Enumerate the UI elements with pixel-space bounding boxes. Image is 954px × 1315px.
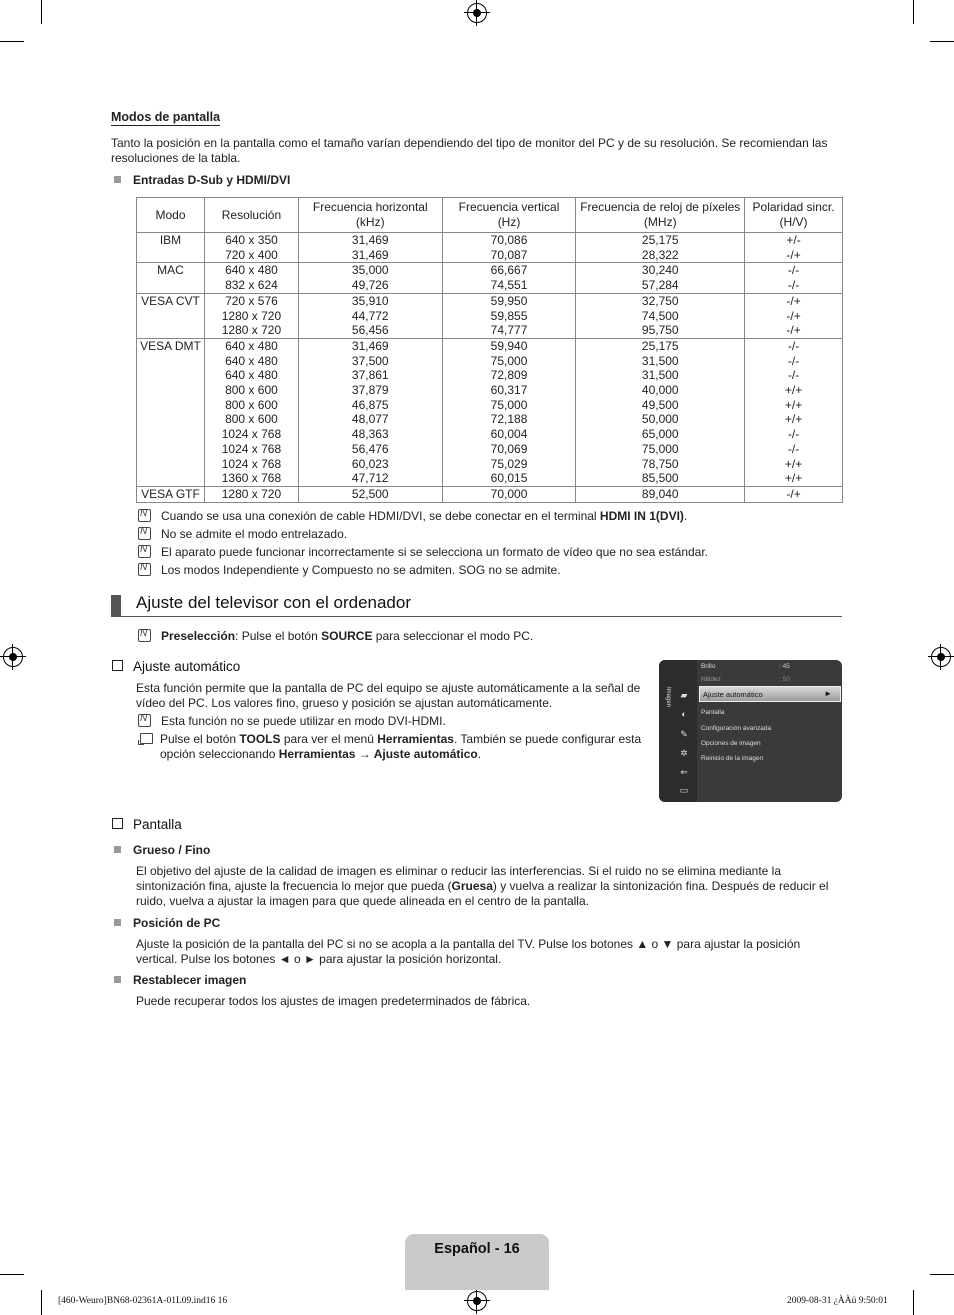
- col-header-resolucion: Resolución: [204, 198, 298, 233]
- grueso-line3: ruido, vuelva a ajustar la imagen para que quede alineada en el centro de la pantalla.: [136, 894, 589, 908]
- osd-row-nitidez[interactable]: Nitidez: [701, 676, 721, 683]
- posicion-title: Posición de PC: [114, 916, 220, 930]
- cell-freq-h: 31,469 31,469: [298, 233, 442, 263]
- crop-mark: [0, 41, 24, 42]
- osd-sidebar: [659, 660, 697, 802]
- crop-mark: [930, 1274, 954, 1275]
- channel-icon: ✎: [680, 729, 688, 739]
- posicion-line2: vertical. Pulse los botones ◄ o ► para ajustar la posición horizontal.: [136, 952, 502, 966]
- col-header-modo: Modo: [137, 198, 205, 233]
- auto-tools-line1: Pulse el botón TOOLS para ver el menú Herramientas. También se puede configurar esta: [138, 732, 641, 747]
- registration-mark-icon: [467, 1291, 487, 1311]
- modos-intro-line1: Tanto la posición en la pantalla como el tamaño varían dependiendo del tipo de monitor del PC y de su resolución. Se recomiendan las: [111, 136, 828, 150]
- cell-freq-h: 52,500: [298, 486, 442, 502]
- grueso-title: Grueso / Fino: [114, 843, 210, 857]
- preseleccion-note: NPreselección: Pulse el botón SOURCE para seleccionar el modo PC.: [138, 629, 533, 643]
- tv-osd-menu: [659, 660, 842, 802]
- note-icon: [138, 714, 151, 727]
- cell-clock: 89,040: [576, 486, 745, 502]
- restablecer-line1: Puede recuperar todos los ajustes de imagen predeterminados de fábrica.: [136, 994, 531, 1008]
- cell-freq-h: 35,000 49,726: [298, 263, 442, 293]
- sound-icon: ◐: [681, 709, 687, 719]
- table-row: [137, 233, 843, 263]
- cell-clock: 25,175 28,322: [576, 233, 745, 263]
- col-header-freq-h: Frecuencia horizontal (kHz): [298, 198, 442, 233]
- note-icon: [138, 527, 151, 540]
- cell-freq-v: 66,667 74,551: [442, 263, 576, 293]
- cell-freq-v: 59,950 59,855 74,777: [442, 293, 576, 338]
- cell-resolution: 640 x 480 832 x 624: [204, 263, 298, 293]
- auto-tools-line2: opción seleccionando Herramientas → Ajuste automático.: [160, 747, 482, 761]
- cell-polarity: -/+: [745, 486, 843, 502]
- cell-clock: 30,240 57,284: [576, 263, 745, 293]
- cell-polarity: -/- -/- -/- +/+ +/+ +/+ -/- -/- +/+ +/+: [745, 338, 843, 486]
- cell-resolution: 640 x 480 640 x 480 640 x 480 800 x 600 800 x 600 800 x 600 1024 x 768 1024 x 768 1024 x 768 1360 x 768: [204, 338, 298, 486]
- crop-mark: [41, 0, 42, 24]
- square-bullet-icon: [114, 846, 121, 853]
- osd-val-nitidez: : 50: [779, 676, 790, 683]
- osd-row-brillo[interactable]: Brillo: [701, 663, 716, 670]
- table-row: [137, 486, 843, 502]
- cell-clock: 25,175 31,500 31,500 40,000 49,500 50,000 65,000 75,000 78,750 85,500: [576, 338, 745, 486]
- note-icon: [138, 563, 151, 576]
- cell-clock: 32,750 74,500 95,750: [576, 293, 745, 338]
- cell-freq-h: 35,910 44,772 56,456: [298, 293, 442, 338]
- inputs-label: Entradas D-Sub y HDMI/DVI: [114, 173, 290, 187]
- posicion-line1: Ajuste la posición de la pantalla del PC si no se acopla a la pantalla del TV. Pulse los botones ▲ o ▼ para ajustar la posición: [136, 937, 801, 951]
- registration-mark-icon: [931, 647, 951, 667]
- cell-resolution: 640 x 350 720 x 400: [204, 233, 298, 263]
- pantalla-heading: Pantalla: [112, 817, 182, 832]
- grueso-line1: El objetivo del ajuste de la calidad de imagen es eliminar o reducir las interferencias. Si el ruido no se elimina mediante la: [136, 864, 782, 878]
- cell-polarity: -/- -/-: [745, 263, 843, 293]
- table-row: [137, 293, 843, 338]
- registration-mark-icon: [467, 3, 487, 23]
- cell-freq-v: 59,940 75,000 72,809 60,317 75,000 72,188 60,004 70,069 75,029 60,015: [442, 338, 576, 486]
- cell-mode: VESA GTF: [137, 486, 205, 502]
- cell-polarity: -/+ -/+ -/+: [745, 293, 843, 338]
- crop-mark: [0, 1274, 24, 1275]
- cell-freq-v: 70,086 70,087: [442, 233, 576, 263]
- slug-left: [460-Weuro]BN68-02361A-01L09.ind16 16: [58, 1296, 228, 1306]
- square-bullet-icon: [114, 919, 121, 926]
- col-header-polarity: Polaridad sincr. (H/V): [745, 198, 843, 233]
- cell-freq-h: 31,469 37,500 37,861 37,879 46,875 48,077 48,363 56,476 60,023 47,712: [298, 338, 442, 486]
- cell-freq-v: 70,000: [442, 486, 576, 502]
- cell-resolution: 720 x 576 1280 x 720 1280 x 720: [204, 293, 298, 338]
- osd-vertical-label: Imagen: [665, 687, 671, 708]
- tools-icon: [138, 733, 152, 744]
- registration-mark-icon: [3, 647, 23, 667]
- picture-icon: ▰: [680, 690, 688, 700]
- note-hdmi: NCuando se usa una conexión de cable HDMI/DVI, se debe conectar en el terminal HDMI IN 1(DVI).: [138, 509, 687, 523]
- cell-mode: MAC: [137, 263, 205, 293]
- resolution-table: [136, 197, 843, 503]
- auto-heading: Ajuste automático: [112, 659, 240, 674]
- square-bullet-icon: [114, 176, 121, 183]
- note-icon: [138, 509, 151, 522]
- osd-val-brillo: : 45: [779, 663, 790, 670]
- modos-intro-line2: resoluciones de la tabla.: [111, 151, 241, 165]
- col-header-clock: Frecuencia de reloj de píxeles (MHz): [576, 198, 745, 233]
- auto-note: NEsta función no se puede utilizar en modo DVI-HDMI.: [138, 714, 446, 728]
- crop-mark: [41, 1290, 42, 1315]
- checkbox-icon: [112, 660, 123, 671]
- restablecer-title: Restablecer imagen: [114, 973, 246, 987]
- col-header-freq-v: Frecuencia vertical (Hz): [442, 198, 576, 233]
- note-nonstandard: NEl aparato puede funcionar incorrectamente si se selecciona un formato de vídeo que no sea estándar.: [138, 545, 708, 559]
- crop-mark: [913, 1290, 914, 1315]
- cell-mode: IBM: [137, 233, 205, 263]
- checkbox-icon: [112, 818, 123, 829]
- table-row: [137, 338, 843, 486]
- setup-icon: ✲: [680, 748, 688, 758]
- note-icon: [138, 545, 151, 558]
- cell-mode: VESA CVT: [137, 293, 205, 338]
- osd-row-pantalla[interactable]: Pantalla: [701, 709, 725, 716]
- table-row: [137, 263, 843, 293]
- page-number: Español - 16: [434, 1241, 520, 1257]
- osd-row-config[interactable]: Configuración avanzada: [701, 725, 772, 732]
- cell-polarity: +/- -/+: [745, 233, 843, 263]
- section-bar: [111, 595, 121, 616]
- note-interlaced: NNo se admite el modo entrelazado.: [138, 527, 347, 541]
- input-icon: ⇐: [680, 767, 688, 777]
- square-bullet-icon: [114, 976, 121, 983]
- crop-mark: [930, 41, 954, 42]
- support-icon: ▭: [679, 785, 689, 795]
- auto-para-line1: Esta función permite que la pantalla de PC del equipo se ajuste automáticamente a la señal de: [136, 681, 641, 695]
- osd-row-opciones[interactable]: Opciones de imagen: [701, 740, 761, 747]
- note-icon: [138, 629, 151, 642]
- cell-resolution: 1280 x 720: [204, 486, 298, 502]
- note-sog: NLos modos Independiente y Compuesto no se admiten. SOG no se admite.: [138, 563, 561, 577]
- cell-mode: VESA DMT: [137, 338, 205, 486]
- grueso-line2: sintonización fina, ajuste la frecuencia lo mejor que pueda (Gruesa) y vuelva a realizar la sintonización fina. Después de reducir el: [136, 879, 829, 893]
- auto-para-line2: vídeo del PC. Los valores fino, grueso y posición se ajustan automáticamente.: [136, 696, 553, 710]
- modos-title: Modos de pantalla: [111, 110, 221, 124]
- section-title: Ajuste del televisor con el ordenador: [136, 593, 411, 612]
- slug-right: 2009-08-31 ¿ÀÀü 9:50:01: [787, 1296, 888, 1306]
- osd-row-reinicio[interactable]: Reinicio de la imagen: [701, 755, 764, 762]
- arrow-right-icon: ►: [824, 689, 832, 698]
- section-rule: [111, 616, 842, 617]
- osd-row-ajuste-automatico[interactable]: Ajuste automático ►: [699, 686, 841, 702]
- crop-mark: [913, 0, 914, 24]
